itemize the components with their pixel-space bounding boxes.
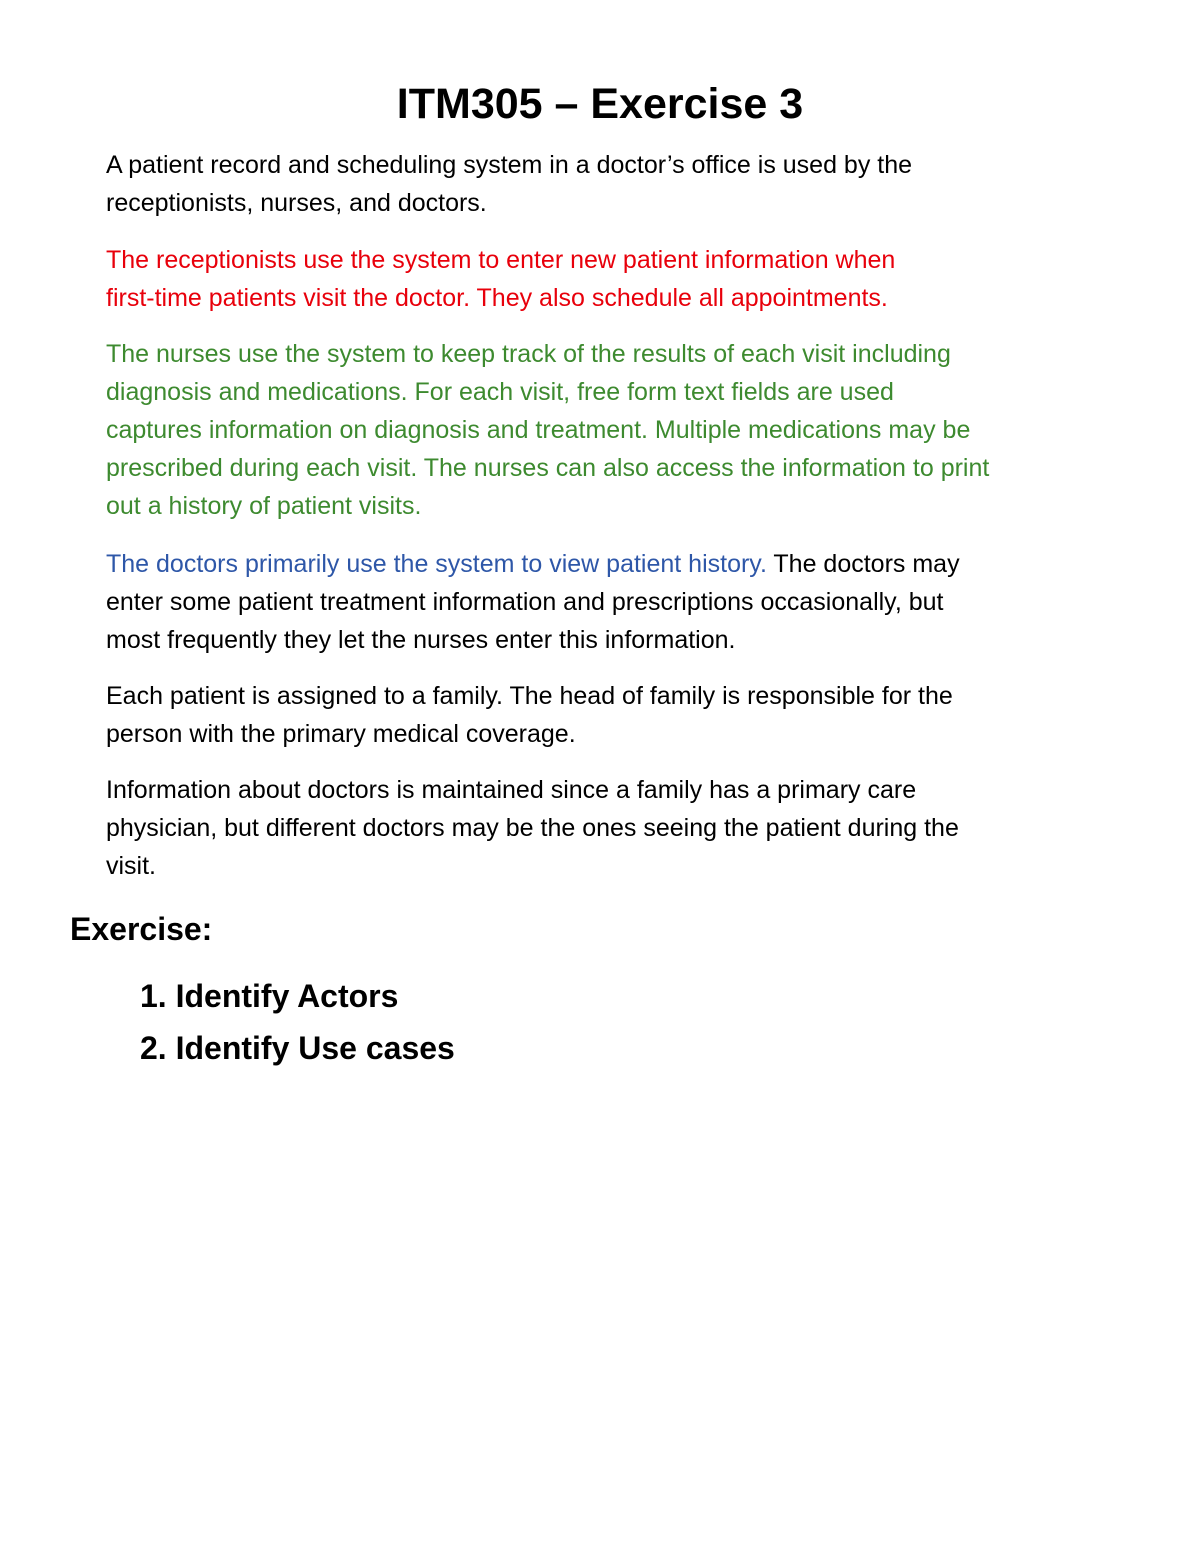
- exercise-task-list: [140, 970, 455, 1074]
- task-identify-use-cases: 2. Identify Use cases: [140, 1030, 455, 1066]
- text-line: Each patient is assigned to a family. The head of family is responsible for the: [106, 682, 953, 710]
- text-line: diagnosis and medications. For each visit, free form text fields are used: [106, 378, 894, 406]
- task-identify-actors: 1. Identify Actors: [140, 978, 399, 1014]
- text-line: captures information on diagnosis and treatment. Multiple medications may be: [106, 416, 971, 444]
- page-title: ITM305 – Exercise 3: [396, 80, 804, 128]
- nurses-paragraph: [106, 335, 1136, 525]
- text-line: Information about doctors is maintained since a family has a primary care: [106, 776, 917, 804]
- family-paragraph: [106, 677, 1136, 753]
- text-line: receptionists, nurses, and doctors.: [106, 189, 487, 217]
- text-line: most frequently they let the nurses enter this information.: [106, 626, 736, 654]
- text-line: [106, 545, 1136, 583]
- doctor-info-paragraph: [106, 771, 1136, 885]
- text-line: out a history of patient visits.: [106, 492, 422, 520]
- text-line: person with the primary medical coverage.: [106, 720, 576, 748]
- text-line: first-time patients visit the doctor. They also schedule all appointments.: [106, 284, 888, 312]
- text-line: The receptionists use the system to enter new patient information when: [106, 246, 896, 274]
- text-line: prescribed during each visit. The nurses can also access the information to print: [106, 454, 990, 482]
- doctors-highlight-text: The doctors primarily use the system to view patient history.: [106, 550, 767, 578]
- receptionists-paragraph: [106, 241, 1136, 317]
- exercise-heading: Exercise:: [70, 911, 213, 947]
- text-line: physician, but different doctors may be the ones seeing the patient during the: [106, 814, 959, 842]
- text-line: A patient record and scheduling system in a doctor’s office is used by the: [106, 151, 913, 179]
- intro-paragraph: [106, 146, 1136, 222]
- doctors-continuation-text: The doctors may: [766, 550, 960, 578]
- doctors-paragraph: [106, 545, 1136, 659]
- text-line: visit.: [106, 852, 156, 880]
- text-line: The nurses use the system to keep track of the results of each visit including: [106, 340, 951, 368]
- text-line: enter some patient treatment information and prescriptions occasionally, but: [106, 588, 944, 616]
